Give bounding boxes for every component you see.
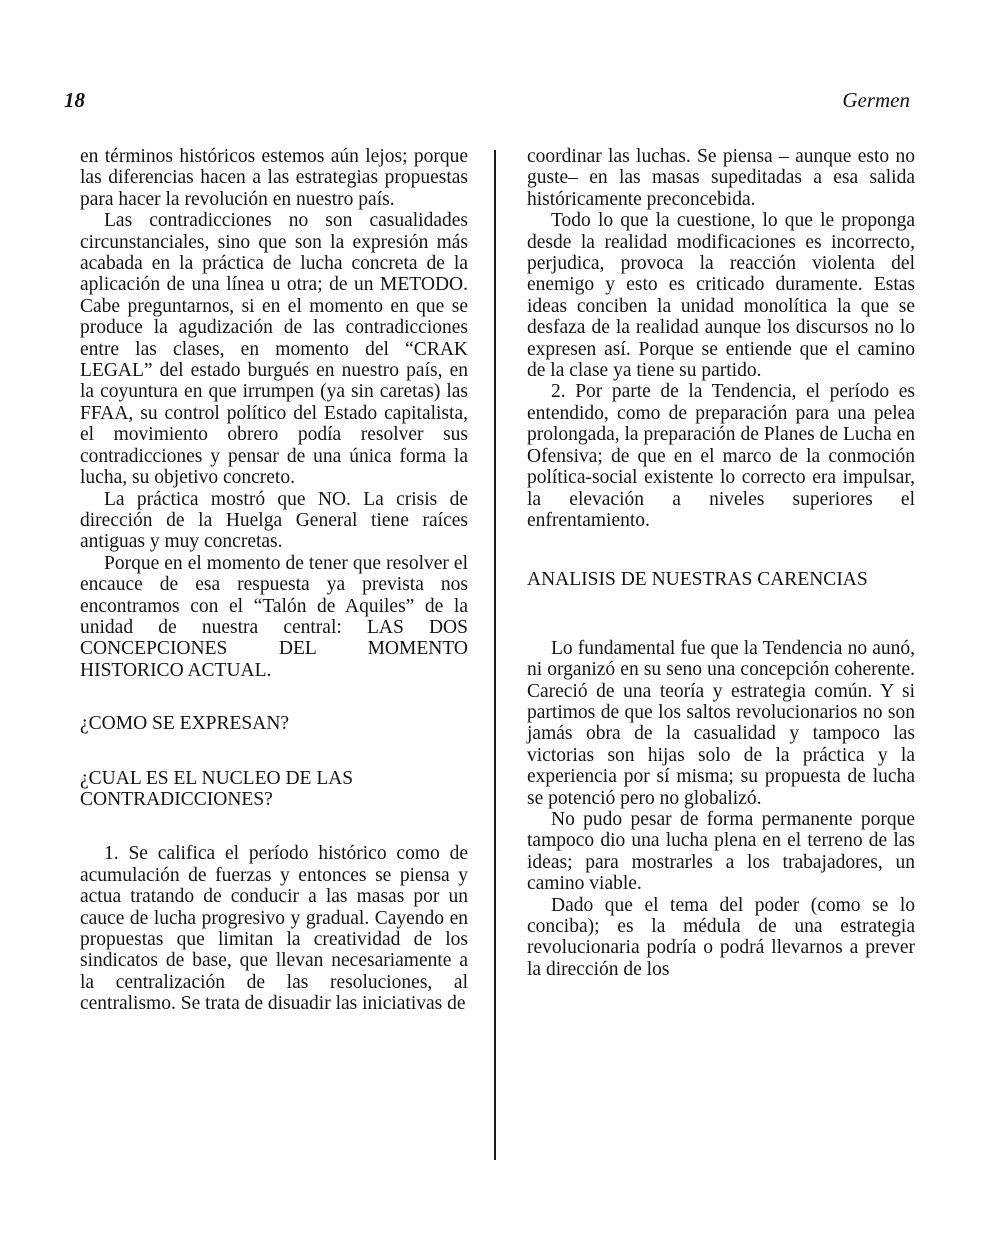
- running-title: Germen: [842, 88, 910, 112]
- right-paragraph-2: Todo lo que la cuestione, lo que le proponga desde la realidad modificaciones es incorrecto, perjudica, provoca la reacción violenta del enemigo y esto es criticado duramente. Estas ideas conciben la unidad monolítica la que se desfaza de la realidad aunque los discursos no lo expresen así. Porque se entiende que el camino de la clase ya tiene su partido.: [527, 210, 915, 382]
- section-heading-nucleo-contradicciones: ¿CUAL ES EL NUCLEO DE LAS CONTRADICCIONES?: [80, 767, 354, 810]
- section-heading-como-se-expresan: ¿COMO SE EXPRESAN?: [80, 713, 290, 735]
- right-paragraph-1: coordinar las luchas. Se piensa – aunque esto no guste– en las masas supeditadas a esa salida históricamente preconcebida.: [527, 146, 915, 210]
- right-paragraph-3: 2. Por parte de la Tendencia, el período es entendido, como de preparación para una pelea prolongada, la preparación de Planes de Lucha en Ofensiva; de que en el marco de la conmoción política-social existente lo correcto era impulsar, la elevación a niveles superiores el enfrentamiento.: [527, 381, 915, 531]
- right-paragraph-5: No pudo pesar de forma permanente porque tampoco dio una lucha plena en el terreno de las ideas; para mostrarles a los trabajadores, un camino viable.: [527, 808, 915, 895]
- column-divider: [494, 150, 496, 1160]
- left-column: [80, 146, 468, 1015]
- left-paragraph-4: Porque en el momento de tener que resolver el encauce de esa respuesta ya prevista nos encontramos con el “Talón de Aquiles” de la unidad de nuestra central: LAS DOS CONCEPCIONES DEL MOMENTO HISTORICO ACTUAL.: [80, 552, 468, 681]
- page-number: 18: [64, 88, 85, 112]
- right-column: [527, 146, 915, 980]
- right-paragraph-4: Lo fundamental fue que la Tendencia no aunó, ni organizó en su seno una concepción coherente. Careció de una teoría y estrategia común. Y si partimos de que los saltos revolucionarios no son jamás obra de la casualidad y tampoco las victorias son hijas solo de la práctica y la experiencia por sí misma; su propuesta de lucha se potenció pero no globalizó.: [527, 637, 915, 809]
- right-paragraph-6: Dado que el tema del poder (como se lo conciba); es la médula de una estrategia revolucionaria podría o podrá llevarnos a prever la dirección de los: [527, 894, 915, 980]
- left-paragraph-5: 1. Se califica el período histórico como de acumulación de fuerzas y entonces se piensa y actua tratando de conducir a las masas por un cauce de lucha progresivo y gradual. Cayendo en propuestas que limitan la creatividad de los sindicatos de base, que llevan necesariamente a la centralización de las resoluciones, al centralismo. Se trata de disuadir las iniciativas de: [80, 843, 468, 1015]
- left-paragraph-2: Las contradicciones no son casualidades circunstanciales, sino que son la expresión más acabada en la práctica de lucha concreta de la aplicación de una línea u otra; de un METODO. Cabe preguntarnos, si en el momento en que se produce la agudización de las contradicciones entre las clases, en momento del “CRAK LEGAL” del estado burgués en nuestro país, en la coyuntura en que irrumpen (ya sin caretas) las FFAA, su control político del Estado capitalista, el movimiento obrero podía resolver sus contradicciones y pensar de una única forma la lucha, su objetivo concreto.: [80, 210, 468, 489]
- section-heading-analisis-carencias: ANALISIS DE NUESTRAS CARENCIAS: [527, 569, 868, 591]
- left-paragraph-1: en términos históricos estemos aún lejos; porque las diferencias hacen a las estrategias propuestas para hacer la revolución en nuestro país.: [80, 146, 468, 210]
- left-paragraph-3: La práctica mostró que NO. La crisis de dirección de la Huelga General tiene raíces antiguas y muy concretas.: [80, 488, 468, 553]
